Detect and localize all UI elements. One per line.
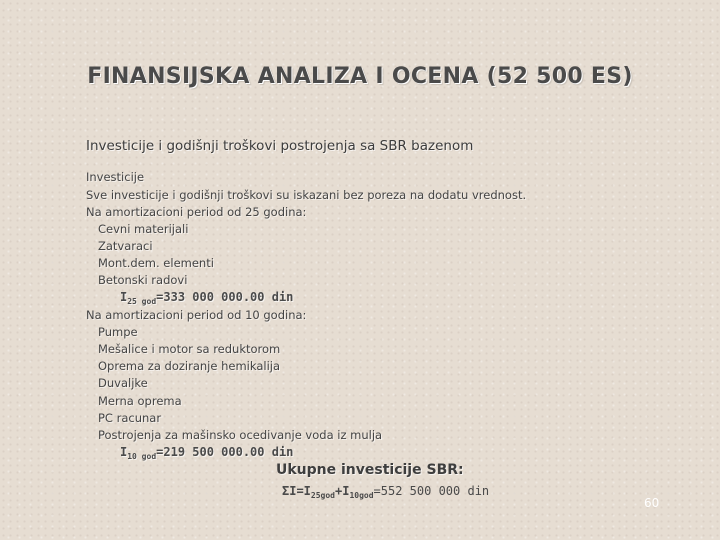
total-investment-title: Ukupne investicije SBR:	[276, 462, 464, 478]
list-item: Pumpe	[98, 325, 138, 339]
section-heading: Investicije	[86, 170, 145, 184]
list-item: Zatvaraci	[98, 239, 153, 253]
sum-25-years: $I_{25 god}=333$ 000 000.00 din	[120, 290, 294, 306]
list-item: Mešalice i motor sa reduktorom	[98, 342, 281, 356]
list-item: PC racunar	[98, 411, 162, 425]
page-number: 60	[644, 496, 660, 510]
total-investment-formula: $\Sigma I=I_{25god}+I_{10god}=552$ 500 000 din	[282, 484, 490, 500]
slide-subtitle: Investicije i godišnji troškovi postrojenja sa SBR bazenom	[86, 138, 474, 154]
list-item: Postrojenja za mašinsko ocedivanje voda iz mulja	[98, 428, 383, 442]
slide-title: FINANSIJSKA ANALIZA I OCENA (52 500 ES)	[87, 64, 633, 89]
list-item: Betonski radovi	[98, 273, 188, 287]
sum-10-years: $I_{10 god}=219$ 500 000.00 din	[120, 445, 294, 461]
period-10-label: Na amortizacioni period od 10 godina:	[86, 308, 307, 322]
list-item: Oprema za doziranje hemikalija	[98, 359, 281, 373]
list-item: Merna oprema	[98, 394, 182, 408]
list-item: Mont.dem. elementi	[98, 256, 214, 270]
period-25-label: Na amortizacioni period od 25 godina:	[86, 205, 307, 219]
vat-note: Sve investicije i godišnji troškovi su iskazani bez poreza na dodatu vrednost.	[86, 188, 527, 202]
list-item: Duvaljke	[98, 376, 148, 390]
list-item: Cevni materijali	[98, 222, 189, 236]
